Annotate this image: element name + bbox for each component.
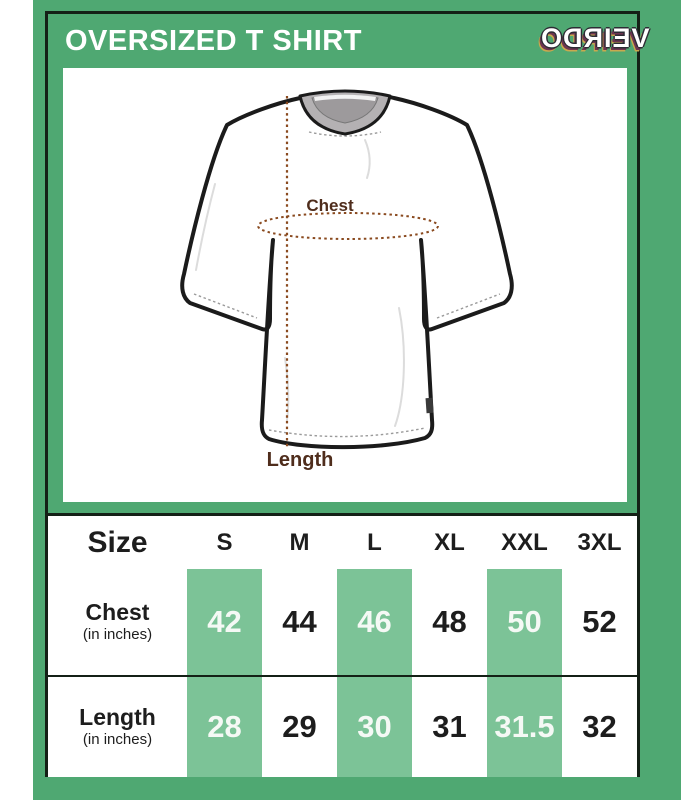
length-row bbox=[48, 677, 637, 777]
col-header-s: S bbox=[216, 528, 233, 556]
length-value-l: 30 bbox=[337, 677, 412, 777]
green-panel bbox=[33, 0, 681, 800]
chest-row bbox=[48, 569, 637, 675]
col-header-3xl: 3XL bbox=[577, 528, 622, 556]
chest-row-unit: (in inches) bbox=[82, 625, 153, 643]
black-frame bbox=[45, 11, 650, 777]
length-value-s: 28 bbox=[187, 677, 262, 777]
length-value-3xl: 32 bbox=[582, 709, 617, 744]
length-value-xl: 31 bbox=[432, 709, 467, 744]
brand-logo: VEIRDO bbox=[540, 23, 650, 53]
col-header-l: L bbox=[367, 528, 382, 556]
size-table bbox=[48, 513, 637, 777]
tshirt-diagram bbox=[63, 68, 627, 502]
col-header-xxl: XXL bbox=[501, 528, 548, 556]
length-row-unit: (in inches) bbox=[82, 730, 153, 748]
tshirt-outline bbox=[182, 93, 512, 447]
chest-value-3xl: 52 bbox=[582, 604, 617, 639]
col-header-m: M bbox=[289, 528, 310, 556]
size-corner-label: Size bbox=[87, 525, 148, 559]
side-tag bbox=[426, 398, 434, 413]
chest-value-s: 42 bbox=[187, 569, 262, 675]
chest-value-xxl: 50 bbox=[487, 569, 562, 675]
chest-value-xl: 48 bbox=[432, 604, 467, 639]
chest-label: Chest bbox=[306, 196, 354, 215]
diagram-box bbox=[63, 68, 627, 502]
col-header-xl: XL bbox=[434, 528, 465, 556]
chest-value-l: 46 bbox=[337, 569, 412, 675]
page-title: OVERSIZED T SHIRT bbox=[65, 24, 362, 57]
gap-strip bbox=[48, 502, 637, 513]
length-row-title: Length bbox=[79, 704, 156, 731]
chest-row-label bbox=[48, 569, 187, 675]
length-value-m: 29 bbox=[282, 709, 317, 744]
length-row-label bbox=[48, 677, 187, 777]
header-bar bbox=[48, 14, 650, 68]
table-header-row bbox=[48, 516, 637, 569]
chest-row-title: Chest bbox=[85, 599, 150, 626]
length-label: Length bbox=[266, 449, 334, 471]
length-value-xxl: 31.5 bbox=[487, 677, 562, 777]
chest-value-m: 44 bbox=[282, 604, 317, 639]
